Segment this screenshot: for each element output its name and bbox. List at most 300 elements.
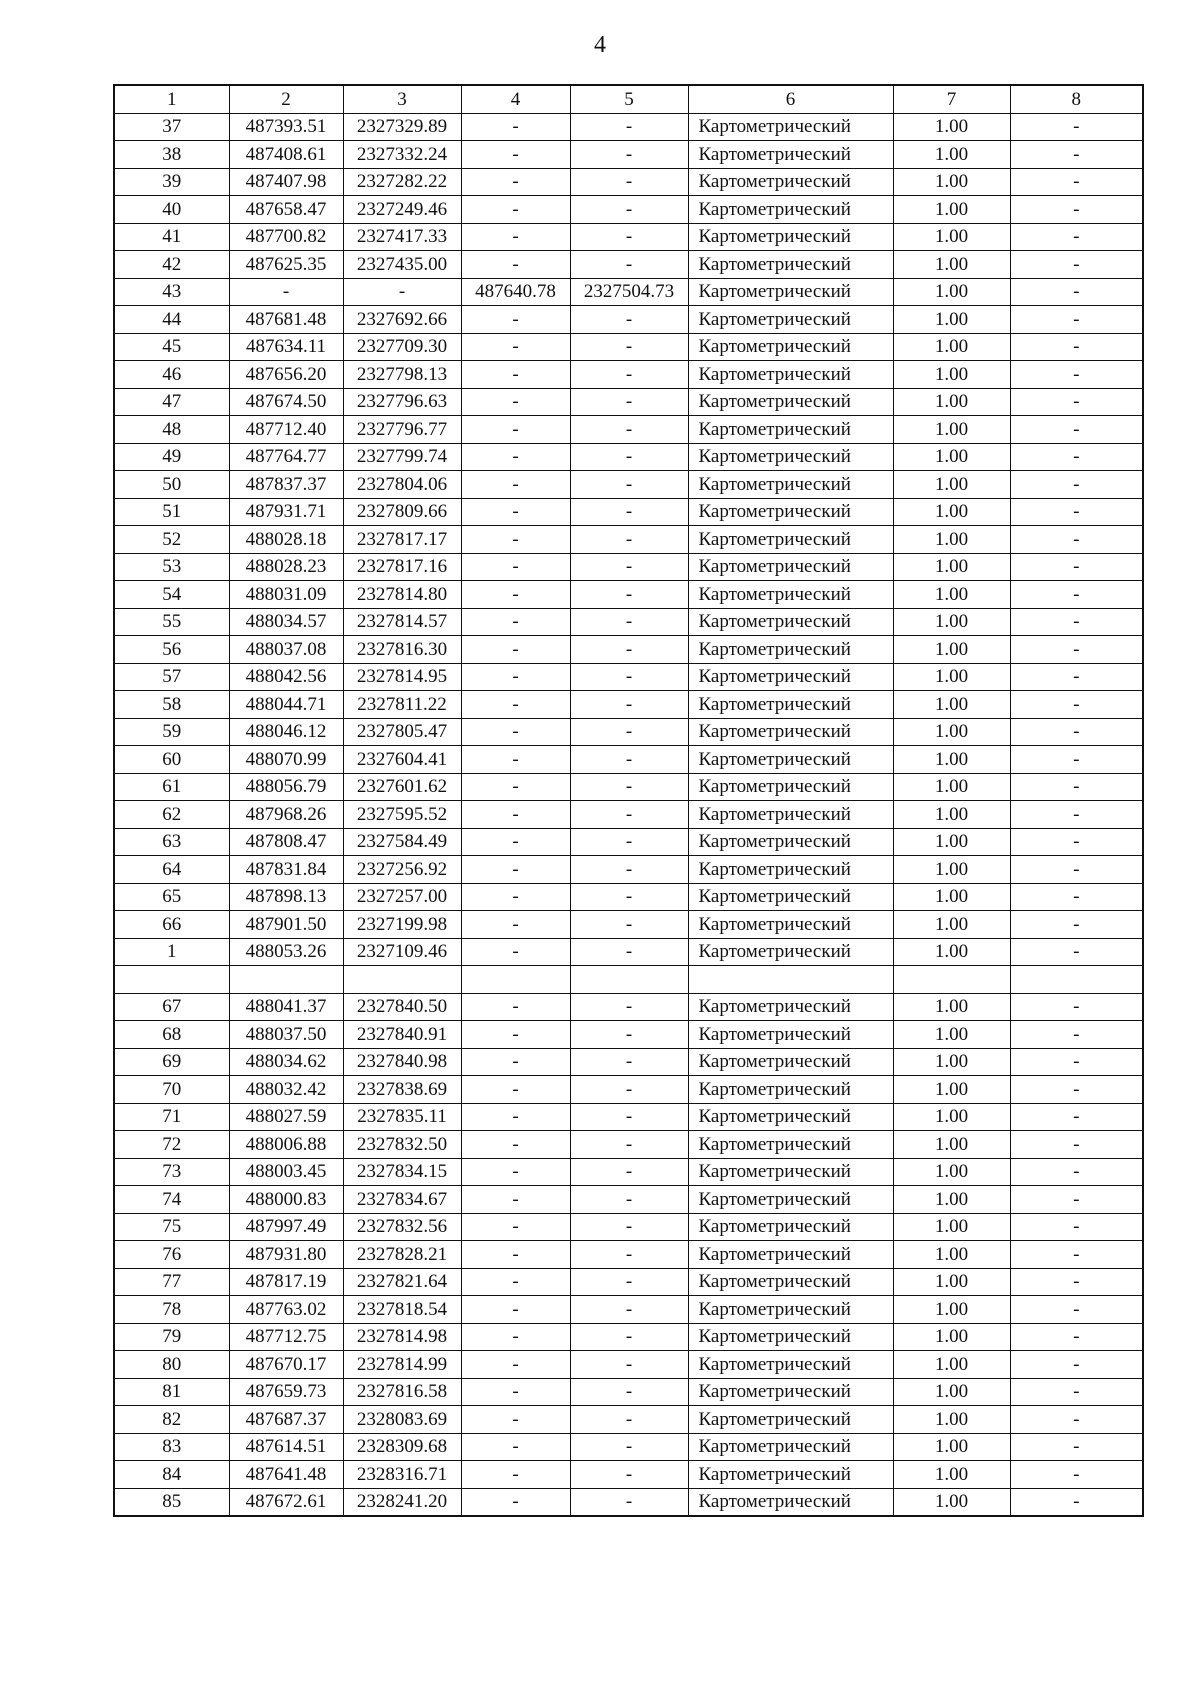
extra-cell: - <box>1010 553 1143 581</box>
x-new-coordinate-cell: - <box>461 746 570 774</box>
extra-cell: - <box>1010 581 1143 609</box>
table-row <box>114 718 1143 746</box>
x-coordinate-cell: - <box>229 278 343 306</box>
table-row <box>114 746 1143 774</box>
x-new-coordinate-cell: - <box>461 251 570 279</box>
table-row <box>114 1488 1143 1516</box>
x-coordinate-cell: 488037.50 <box>229 1021 343 1049</box>
method-cell: Картометрический <box>688 1076 893 1104</box>
x-coordinate-cell: 488037.08 <box>229 636 343 664</box>
method-cell: Картометрический <box>688 636 893 664</box>
x-new-coordinate-cell: - <box>461 1268 570 1296</box>
x-new-coordinate-cell: - <box>461 608 570 636</box>
y-coordinate-cell: 2327816.30 <box>343 636 461 664</box>
column-header-5: 5 <box>570 85 688 113</box>
method-cell: Картометрический <box>688 553 893 581</box>
x-new-coordinate-cell: - <box>461 828 570 856</box>
method-cell: Картометрический <box>688 718 893 746</box>
extra-cell: - <box>1010 1103 1143 1131</box>
point-number-cell: 41 <box>114 223 229 251</box>
x-new-coordinate-cell: - <box>461 1048 570 1076</box>
extra-cell: - <box>1010 1378 1143 1406</box>
y-new-coordinate-cell: - <box>570 608 688 636</box>
method-cell: Картометрический <box>688 856 893 884</box>
column-header-8: 8 <box>1010 85 1143 113</box>
extra-cell <box>1010 966 1143 994</box>
point-number-cell: 84 <box>114 1461 229 1489</box>
x-new-coordinate-cell: - <box>461 306 570 334</box>
x-new-coordinate-cell: - <box>461 1461 570 1489</box>
accuracy-cell: 1.00 <box>893 1433 1010 1461</box>
accuracy-cell: 1.00 <box>893 1158 1010 1186</box>
y-new-coordinate-cell: - <box>570 526 688 554</box>
method-cell: Картометрический <box>688 1213 893 1241</box>
accuracy-cell: 1.00 <box>893 773 1010 801</box>
table-row <box>114 1186 1143 1214</box>
y-new-coordinate-cell: - <box>570 636 688 664</box>
x-new-coordinate-cell: - <box>461 113 570 141</box>
method-cell: Картометрический <box>688 581 893 609</box>
table-row <box>114 1103 1143 1131</box>
point-number-cell: 40 <box>114 196 229 224</box>
point-number-cell: 38 <box>114 141 229 169</box>
table-row <box>114 168 1143 196</box>
x-new-coordinate-cell: - <box>461 1103 570 1131</box>
x-new-coordinate-cell: - <box>461 581 570 609</box>
x-coordinate-cell: 488031.09 <box>229 581 343 609</box>
y-coordinate-cell: 2327282.22 <box>343 168 461 196</box>
y-coordinate-cell: 2327796.63 <box>343 388 461 416</box>
table-row <box>114 1268 1143 1296</box>
x-new-coordinate-cell: - <box>461 911 570 939</box>
method-cell: Картометрический <box>688 196 893 224</box>
y-new-coordinate-cell: - <box>570 1433 688 1461</box>
accuracy-cell: 1.00 <box>893 883 1010 911</box>
x-new-coordinate-cell: - <box>461 1433 570 1461</box>
method-cell: Картометрический <box>688 1461 893 1489</box>
y-new-coordinate-cell: - <box>570 471 688 499</box>
table-row <box>114 1461 1143 1489</box>
extra-cell: - <box>1010 608 1143 636</box>
x-new-coordinate-cell: - <box>461 1351 570 1379</box>
x-new-coordinate-cell <box>461 966 570 994</box>
y-new-coordinate-cell: - <box>570 1406 688 1434</box>
method-cell: Картометрический <box>688 1048 893 1076</box>
table-row <box>114 278 1143 306</box>
y-coordinate-cell: 2327818.54 <box>343 1296 461 1324</box>
x-coordinate-cell: 487712.40 <box>229 416 343 444</box>
method-cell: Картометрический <box>688 1131 893 1159</box>
y-new-coordinate-cell: - <box>570 251 688 279</box>
table-row <box>114 113 1143 141</box>
x-coordinate-cell: 487687.37 <box>229 1406 343 1434</box>
method-cell: Картометрический <box>688 1296 893 1324</box>
extra-cell: - <box>1010 1323 1143 1351</box>
y-coordinate-cell: 2327804.06 <box>343 471 461 499</box>
table-row <box>114 581 1143 609</box>
y-coordinate-cell: 2327109.46 <box>343 938 461 966</box>
x-coordinate-cell: 487681.48 <box>229 306 343 334</box>
table-row <box>114 416 1143 444</box>
y-coordinate-cell: 2327834.15 <box>343 1158 461 1186</box>
y-new-coordinate-cell: - <box>570 388 688 416</box>
y-coordinate-cell: 2327811.22 <box>343 691 461 719</box>
x-coordinate-cell: 488034.57 <box>229 608 343 636</box>
table-row <box>114 1296 1143 1324</box>
point-number-cell: 42 <box>114 251 229 279</box>
accuracy-cell: 1.00 <box>893 828 1010 856</box>
method-cell: Картометрический <box>688 443 893 471</box>
y-coordinate-cell <box>343 966 461 994</box>
point-number-cell: 54 <box>114 581 229 609</box>
x-new-coordinate-cell: - <box>461 773 570 801</box>
x-new-coordinate-cell: - <box>461 1186 570 1214</box>
point-number-cell: 53 <box>114 553 229 581</box>
accuracy-cell: 1.00 <box>893 1378 1010 1406</box>
y-coordinate-cell: 2327814.99 <box>343 1351 461 1379</box>
method-cell: Картометрический <box>688 663 893 691</box>
y-new-coordinate-cell: - <box>570 718 688 746</box>
accuracy-cell: 1.00 <box>893 416 1010 444</box>
x-new-coordinate-cell: - <box>461 1021 570 1049</box>
y-coordinate-cell: 2328316.71 <box>343 1461 461 1489</box>
extra-cell: - <box>1010 856 1143 884</box>
y-new-coordinate-cell: - <box>570 1103 688 1131</box>
accuracy-cell: 1.00 <box>893 636 1010 664</box>
extra-cell: - <box>1010 1048 1143 1076</box>
accuracy-cell: 1.00 <box>893 223 1010 251</box>
point-number-cell: 45 <box>114 333 229 361</box>
y-coordinate-cell: 2327814.98 <box>343 1323 461 1351</box>
extra-cell: - <box>1010 416 1143 444</box>
y-new-coordinate-cell: - <box>570 361 688 389</box>
extra-cell: - <box>1010 113 1143 141</box>
y-coordinate-cell: 2327814.80 <box>343 581 461 609</box>
y-coordinate-cell: 2327249.46 <box>343 196 461 224</box>
x-coordinate-cell: 487670.17 <box>229 1351 343 1379</box>
point-number-cell: 1 <box>114 938 229 966</box>
extra-cell: - <box>1010 1076 1143 1104</box>
extra-cell: - <box>1010 1241 1143 1269</box>
point-number-cell: 58 <box>114 691 229 719</box>
method-cell: Картометрический <box>688 938 893 966</box>
table-row <box>114 1241 1143 1269</box>
extra-cell: - <box>1010 911 1143 939</box>
x-new-coordinate-cell: - <box>461 883 570 911</box>
method-cell: Картометрический <box>688 306 893 334</box>
extra-cell: - <box>1010 168 1143 196</box>
point-number-cell: 63 <box>114 828 229 856</box>
point-number-cell: 52 <box>114 526 229 554</box>
extra-cell: - <box>1010 801 1143 829</box>
accuracy-cell: 1.00 <box>893 1076 1010 1104</box>
x-coordinate-cell: 487641.48 <box>229 1461 343 1489</box>
accuracy-cell: 1.00 <box>893 1461 1010 1489</box>
y-coordinate-cell: 2327816.58 <box>343 1378 461 1406</box>
x-new-coordinate-cell: - <box>461 663 570 691</box>
y-coordinate-cell: 2327809.66 <box>343 498 461 526</box>
method-cell: Картометрический <box>688 1021 893 1049</box>
accuracy-cell: 1.00 <box>893 113 1010 141</box>
point-number-cell: 49 <box>114 443 229 471</box>
x-new-coordinate-cell: - <box>461 416 570 444</box>
point-number-cell: 64 <box>114 856 229 884</box>
table-row <box>114 636 1143 664</box>
method-cell: Картометрический <box>688 1241 893 1269</box>
accuracy-cell: 1.00 <box>893 801 1010 829</box>
point-number-cell: 60 <box>114 746 229 774</box>
accuracy-cell: 1.00 <box>893 1021 1010 1049</box>
point-number-cell: 70 <box>114 1076 229 1104</box>
accuracy-cell: 1.00 <box>893 168 1010 196</box>
method-cell <box>688 966 893 994</box>
y-coordinate-cell: 2327796.77 <box>343 416 461 444</box>
table-row <box>114 801 1143 829</box>
accuracy-cell: 1.00 <box>893 1296 1010 1324</box>
point-number-cell: 80 <box>114 1351 229 1379</box>
y-new-coordinate-cell: - <box>570 993 688 1021</box>
point-number-cell: 72 <box>114 1131 229 1159</box>
y-new-coordinate-cell: 2327504.73 <box>570 278 688 306</box>
y-new-coordinate-cell: - <box>570 773 688 801</box>
extra-cell: - <box>1010 663 1143 691</box>
y-new-coordinate-cell: - <box>570 1241 688 1269</box>
y-coordinate-cell: 2327256.92 <box>343 856 461 884</box>
x-coordinate-cell: 488041.37 <box>229 993 343 1021</box>
y-coordinate-cell: 2327332.24 <box>343 141 461 169</box>
accuracy-cell: 1.00 <box>893 141 1010 169</box>
accuracy-cell: 1.00 <box>893 1103 1010 1131</box>
y-coordinate-cell: 2327838.69 <box>343 1076 461 1104</box>
x-coordinate-cell: 487408.61 <box>229 141 343 169</box>
point-number-cell: 62 <box>114 801 229 829</box>
x-coordinate-cell: 487672.61 <box>229 1488 343 1516</box>
y-new-coordinate-cell: - <box>570 141 688 169</box>
point-number-cell: 82 <box>114 1406 229 1434</box>
method-cell: Картометрический <box>688 1433 893 1461</box>
x-coordinate-cell: 487634.11 <box>229 333 343 361</box>
x-coordinate-cell: 487837.37 <box>229 471 343 499</box>
table-row <box>114 1323 1143 1351</box>
accuracy-cell <box>893 966 1010 994</box>
y-coordinate-cell: 2327840.98 <box>343 1048 461 1076</box>
point-number-cell: 78 <box>114 1296 229 1324</box>
accuracy-cell: 1.00 <box>893 278 1010 306</box>
accuracy-cell: 1.00 <box>893 1186 1010 1214</box>
x-new-coordinate-cell: - <box>461 801 570 829</box>
y-coordinate-cell: 2327805.47 <box>343 718 461 746</box>
y-new-coordinate-cell: - <box>570 1048 688 1076</box>
column-header-2: 2 <box>229 85 343 113</box>
x-coordinate-cell: 487700.82 <box>229 223 343 251</box>
table-row <box>114 1076 1143 1104</box>
y-coordinate-cell: 2327257.00 <box>343 883 461 911</box>
point-number-cell: 79 <box>114 1323 229 1351</box>
method-cell: Картометрический <box>688 746 893 774</box>
table-row <box>114 1158 1143 1186</box>
y-coordinate-cell: 2327834.67 <box>343 1186 461 1214</box>
point-number-cell: 47 <box>114 388 229 416</box>
accuracy-cell: 1.00 <box>893 581 1010 609</box>
method-cell: Картометрический <box>688 1323 893 1351</box>
y-coordinate-cell: 2327329.89 <box>343 113 461 141</box>
x-new-coordinate-cell: - <box>461 938 570 966</box>
x-new-coordinate-cell: - <box>461 168 570 196</box>
table-row <box>114 608 1143 636</box>
table-row <box>114 526 1143 554</box>
x-new-coordinate-cell: - <box>461 1131 570 1159</box>
y-new-coordinate-cell: - <box>570 333 688 361</box>
y-new-coordinate-cell: - <box>570 828 688 856</box>
x-coordinate-cell: 487931.71 <box>229 498 343 526</box>
table-row <box>114 553 1143 581</box>
table-separator-row <box>114 966 1143 994</box>
point-number-cell: 67 <box>114 993 229 1021</box>
accuracy-cell: 1.00 <box>893 1406 1010 1434</box>
accuracy-cell: 1.00 <box>893 196 1010 224</box>
method-cell: Картометрический <box>688 801 893 829</box>
accuracy-cell: 1.00 <box>893 608 1010 636</box>
x-new-coordinate-cell: - <box>461 526 570 554</box>
x-coordinate-cell: 487674.50 <box>229 388 343 416</box>
x-new-coordinate-cell: - <box>461 141 570 169</box>
method-cell: Картометрический <box>688 691 893 719</box>
y-new-coordinate-cell: - <box>570 1076 688 1104</box>
table-row <box>114 856 1143 884</box>
table-row <box>114 361 1143 389</box>
extra-cell: - <box>1010 773 1143 801</box>
accuracy-cell: 1.00 <box>893 471 1010 499</box>
x-new-coordinate-cell: 487640.78 <box>461 278 570 306</box>
method-cell: Картометрический <box>688 526 893 554</box>
extra-cell: - <box>1010 746 1143 774</box>
point-number-cell: 68 <box>114 1021 229 1049</box>
x-coordinate-cell <box>229 966 343 994</box>
extra-cell: - <box>1010 691 1143 719</box>
y-coordinate-cell: 2327199.98 <box>343 911 461 939</box>
accuracy-cell: 1.00 <box>893 691 1010 719</box>
accuracy-cell: 1.00 <box>893 1241 1010 1269</box>
x-new-coordinate-cell: - <box>461 196 570 224</box>
extra-cell: - <box>1010 141 1143 169</box>
x-coordinate-cell: 487763.02 <box>229 1296 343 1324</box>
table-row <box>114 251 1143 279</box>
point-number-cell: 76 <box>114 1241 229 1269</box>
point-number-cell: 74 <box>114 1186 229 1214</box>
accuracy-cell: 1.00 <box>893 856 1010 884</box>
point-number-cell: 75 <box>114 1213 229 1241</box>
y-new-coordinate-cell: - <box>570 1488 688 1516</box>
x-coordinate-cell: 488006.88 <box>229 1131 343 1159</box>
extra-cell: - <box>1010 498 1143 526</box>
extra-cell: - <box>1010 1406 1143 1434</box>
accuracy-cell: 1.00 <box>893 1213 1010 1241</box>
accuracy-cell: 1.00 <box>893 361 1010 389</box>
y-new-coordinate-cell: - <box>570 553 688 581</box>
x-coordinate-cell: 487764.77 <box>229 443 343 471</box>
extra-cell: - <box>1010 1433 1143 1461</box>
accuracy-cell: 1.00 <box>893 746 1010 774</box>
method-cell: Картометрический <box>688 251 893 279</box>
method-cell: Картометрический <box>688 993 893 1021</box>
x-new-coordinate-cell: - <box>461 388 570 416</box>
table-row <box>114 883 1143 911</box>
table-row <box>114 306 1143 334</box>
accuracy-cell: 1.00 <box>893 911 1010 939</box>
table-row <box>114 691 1143 719</box>
y-new-coordinate-cell: - <box>570 1213 688 1241</box>
table-row <box>114 388 1143 416</box>
y-coordinate-cell: 2327832.50 <box>343 1131 461 1159</box>
extra-cell: - <box>1010 526 1143 554</box>
x-coordinate-cell: 487614.51 <box>229 1433 343 1461</box>
table-row <box>114 1021 1143 1049</box>
y-new-coordinate-cell: - <box>570 1186 688 1214</box>
method-cell: Картометрический <box>688 361 893 389</box>
x-coordinate-cell: 488056.79 <box>229 773 343 801</box>
extra-cell: - <box>1010 443 1143 471</box>
extra-cell: - <box>1010 1488 1143 1516</box>
x-new-coordinate-cell: - <box>461 553 570 581</box>
y-new-coordinate-cell: - <box>570 306 688 334</box>
point-number-cell: 44 <box>114 306 229 334</box>
method-cell: Картометрический <box>688 388 893 416</box>
x-coordinate-cell: 487831.84 <box>229 856 343 884</box>
x-coordinate-cell: 488032.42 <box>229 1076 343 1104</box>
accuracy-cell: 1.00 <box>893 443 1010 471</box>
x-new-coordinate-cell: - <box>461 223 570 251</box>
x-coordinate-cell: 487393.51 <box>229 113 343 141</box>
table-row <box>114 471 1143 499</box>
x-new-coordinate-cell: - <box>461 1378 570 1406</box>
method-cell: Картометрический <box>688 911 893 939</box>
point-number-cell: 37 <box>114 113 229 141</box>
y-new-coordinate-cell: - <box>570 1158 688 1186</box>
y-new-coordinate-cell: - <box>570 223 688 251</box>
y-new-coordinate-cell: - <box>570 691 688 719</box>
point-number-cell: 43 <box>114 278 229 306</box>
method-cell: Картометрический <box>688 773 893 801</box>
x-coordinate-cell: 488003.45 <box>229 1158 343 1186</box>
y-new-coordinate-cell: - <box>570 581 688 609</box>
extra-cell: - <box>1010 938 1143 966</box>
accuracy-cell: 1.00 <box>893 498 1010 526</box>
x-new-coordinate-cell: - <box>461 1213 570 1241</box>
column-header-1: 1 <box>114 85 229 113</box>
extra-cell: - <box>1010 361 1143 389</box>
point-number-cell: 65 <box>114 883 229 911</box>
method-cell: Картометрический <box>688 1103 893 1131</box>
point-number-cell: 69 <box>114 1048 229 1076</box>
y-coordinate-cell: 2327821.64 <box>343 1268 461 1296</box>
method-cell: Картометрический <box>688 883 893 911</box>
y-new-coordinate-cell: - <box>570 1378 688 1406</box>
x-coordinate-cell: 488028.18 <box>229 526 343 554</box>
method-cell: Картометрический <box>688 168 893 196</box>
page-number: 4 <box>594 32 606 58</box>
y-coordinate-cell: 2327840.91 <box>343 1021 461 1049</box>
y-coordinate-cell: 2327832.56 <box>343 1213 461 1241</box>
table-row <box>114 663 1143 691</box>
table-row <box>114 1433 1143 1461</box>
point-number-cell: 81 <box>114 1378 229 1406</box>
point-number-cell: 46 <box>114 361 229 389</box>
y-coordinate-cell: 2327828.21 <box>343 1241 461 1269</box>
method-cell: Картометрический <box>688 1186 893 1214</box>
x-coordinate-cell: 488028.23 <box>229 553 343 581</box>
point-number-cell: 57 <box>114 663 229 691</box>
extra-cell: - <box>1010 223 1143 251</box>
